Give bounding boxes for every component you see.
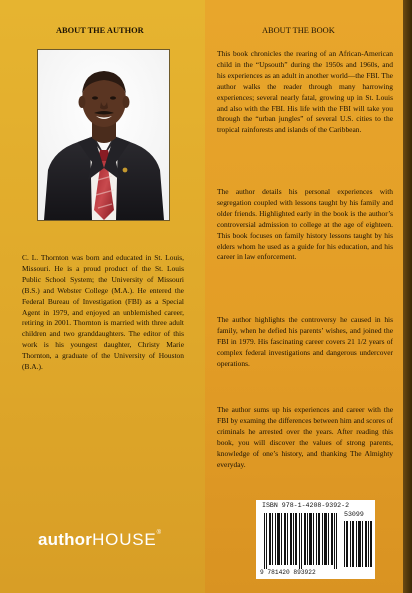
book-paragraph-3 (217, 315, 393, 370)
logo-author: author (38, 530, 93, 549)
book-paragraph-text: The author highlights the controversy he caused in his family, when he defied his parents’ wishes, and joined the FBI in 1979. His fascinating career covers 21 1/2 years of complex federal investigations and dangerous undercover operations. (217, 315, 393, 368)
book-paragraph-text: The author sums up his experiences and career with the FBI by examing the differences between him and scores of criminals he arrested over the years. After reading this book, you will discover the values of strong parents, knowledge of one’s history, and thanking The Almighty everyday. (217, 405, 393, 469)
price-code: 53099 (344, 511, 364, 518)
spine-edge (403, 0, 412, 593)
ean-digits: 9 781420 893922 (260, 569, 316, 576)
barcode-bars (262, 513, 342, 569)
book-paragraph-1 (217, 49, 393, 136)
author-bio: C. L. Thornton was born and educated in St. Louis, Missouri. He is a proud product of the St. Louis Public School System; the University of Missouri (B.S.) and Webster College (M.A.). He entered the Federal Bureau of Investigation (FBI) as a Special Agent in 1979, and enjoyed an unblemished career, retiring in 2001. Thornton is married with three adult children and two granddaughters. The editor of this work is his youngest daughter, Christy Marie Thornton, a graduate of the University of Houston (B.A.). (22, 253, 184, 372)
book-paragraph-text: This book chronicles the rearing of an African-American child in the “Upsouth” during the 1950s and 1960s, and his experiences as an adult in another world—the FBI. The author walks the reader through many harrowing experiences; several nearly fatal, growing up in St. Louis and also with the FBI. His life with the FBI will take you through the “urban jungles” of several U.S. cities to the tropical rainforests and islands of the Caribbean. (217, 49, 393, 135)
book-paragraph-2 (217, 187, 393, 263)
isbn-label: ISBN 978-1-4208-9392-2 (262, 502, 350, 509)
about-book-heading: ABOUT THE BOOK (262, 26, 335, 35)
price-bars (344, 521, 372, 567)
logo-house: HOUSE (92, 530, 157, 549)
book-paragraph-4 (217, 405, 393, 470)
logo-trademark: ® (156, 530, 162, 536)
isbn-barcode (256, 500, 375, 579)
about-author-heading: ABOUT THE AUTHOR (56, 26, 144, 35)
author-photo (37, 49, 170, 221)
publisher-logo (38, 530, 161, 550)
book-paragraph-text: The author details his personal experiences with segregation coupled with lessons taught by his family and older friends. Highlighted early in the book is the author’s controversial admission to college at the age of eighteen. This book focuses on family history lessons taught by his elders whom he used as a guide for his education, and his career in law enforcement. (217, 187, 393, 262)
